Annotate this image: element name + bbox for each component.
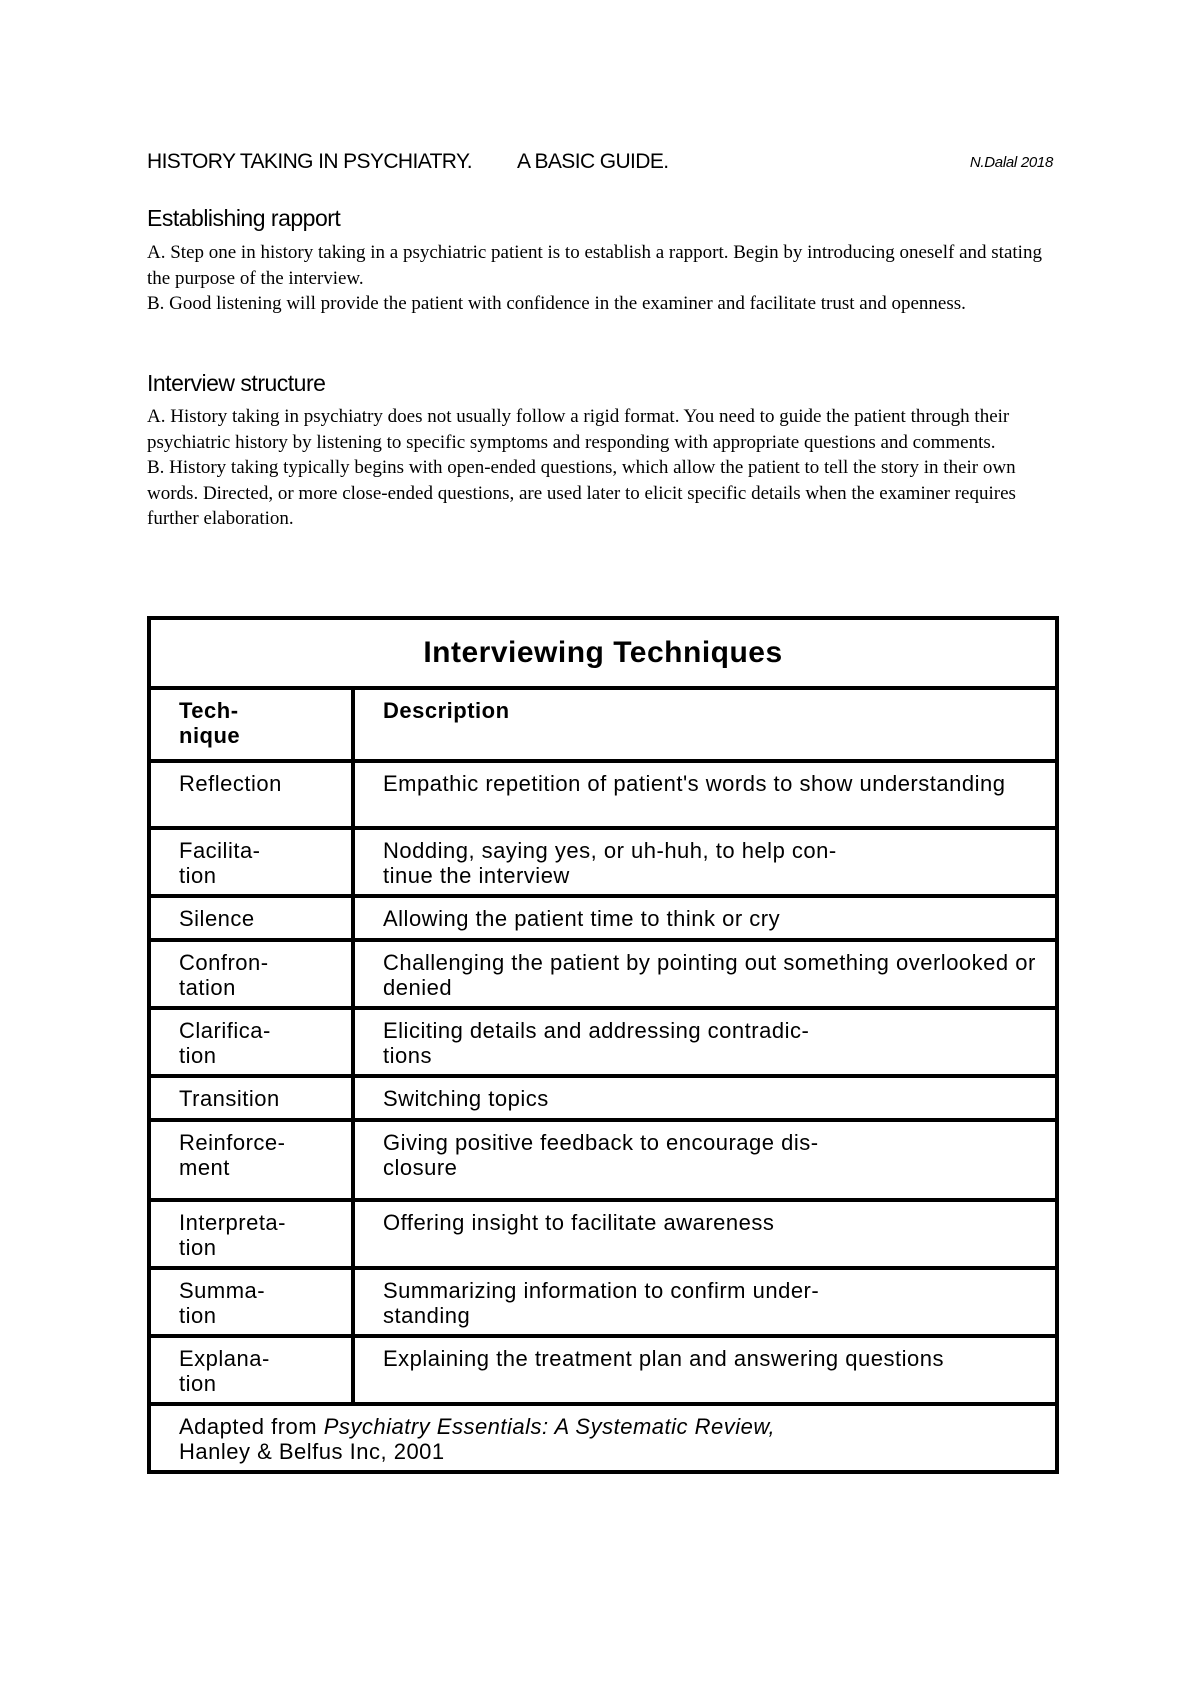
description-cell: Challenging the patient by pointing out something overlooked or denied (383, 950, 1036, 1000)
technique-cell: Facilita- tion (179, 838, 261, 888)
source-prefix: Adapted from (179, 1414, 324, 1439)
description-cell: Empathic repetition of patient's words to show understanding (383, 771, 1006, 796)
description-cell: Nodding, saying yes, or uh-huh, to help con- tinue the interview (383, 838, 837, 888)
section-body-rapport (147, 240, 1067, 317)
table-footer (149, 1404, 1057, 1472)
column-header-description (353, 688, 1057, 761)
table-row (149, 1268, 1057, 1336)
description-cell: Switching topics (383, 1086, 549, 1111)
technique-cell: Interpreta- tion (179, 1210, 286, 1260)
description-cell: Allowing the patient time to think or cry (383, 906, 781, 931)
description-cell: Eliciting details and addressing contradic- tions (383, 1018, 810, 1068)
technique-cell: Clarifica- tion (179, 1018, 271, 1068)
technique-cell: Reinforce- ment (179, 1130, 286, 1180)
table-row (149, 1008, 1057, 1076)
interviewing-techniques-table (147, 616, 1059, 1474)
technique-cell: Reflection (179, 771, 282, 796)
description-cell: Offering insight to facilitate awareness (383, 1210, 775, 1235)
technique-cell: Silence (179, 906, 255, 931)
description-cell: Giving positive feedback to encourage dis- closure (383, 1130, 819, 1180)
table-header-row (149, 688, 1057, 761)
technique-cell: Transition (179, 1086, 280, 1111)
table-row (149, 1120, 1057, 1200)
technique-cell: Confron- tation (179, 950, 269, 1000)
paragraph: A. History taking in psychiatry does not usually follow a rigid format. You need to guide the patient through their psychiatric history by listening to specific symptoms and responding with appropriate questions and comments. (147, 406, 1010, 453)
column-header-description-label: Description (383, 698, 510, 723)
description-cell: Summarizing information to confirm under- standing (383, 1278, 820, 1328)
document-author: N.Dalal 2018 (969, 154, 1053, 171)
table-title-row (149, 618, 1057, 688)
column-header-technique-label: Tech- nique (179, 698, 241, 748)
technique-cell: Explana- tion (179, 1346, 270, 1396)
table-source-note (151, 1406, 1055, 1470)
table-row (149, 761, 1057, 828)
table-row (149, 940, 1057, 1008)
section-heading-rapport: Establishing rapport (147, 205, 341, 231)
technique-cell: Summa- tion (179, 1278, 266, 1328)
source-publisher: Hanley & Belfus Inc, 2001 (179, 1439, 445, 1464)
table-row (149, 828, 1057, 896)
table-footer-row (149, 1404, 1057, 1472)
source-title: Psychiatry Essentials: A Systematic Review, (323, 1414, 776, 1439)
section-body-interview-structure (147, 404, 1067, 532)
document-subtitle: A BASIC GUIDE. (517, 150, 669, 173)
table-row (149, 1076, 1057, 1120)
paragraph: B. History taking typically begins with open-ended questions, which allow the patient to tell the story in their own words. Directed, or more close-ended questions, are used later to elicit specific details when the examiner requires further elaboration. (147, 457, 1016, 529)
column-header-technique (149, 688, 353, 761)
section-heading-interview-structure: Interview structure (147, 370, 326, 396)
paragraph: B. Good listening will provide the patient with confidence in the examiner and facilitate trust and openness. (147, 293, 966, 314)
paragraph: A. Step one in history taking in a psychiatric patient is to establish a rapport. Begin by introducing oneself and stating the purpose of the interview. (147, 242, 1042, 289)
table-row (149, 896, 1057, 940)
document-header (147, 150, 1053, 180)
table-row (149, 1336, 1057, 1404)
description-cell: Explaining the treatment plan and answering questions (383, 1346, 944, 1371)
table-title: Interviewing Techniques (149, 618, 1057, 688)
table-row (149, 1200, 1057, 1268)
document-title: HISTORY TAKING IN PSYCHIATRY. (147, 150, 472, 173)
